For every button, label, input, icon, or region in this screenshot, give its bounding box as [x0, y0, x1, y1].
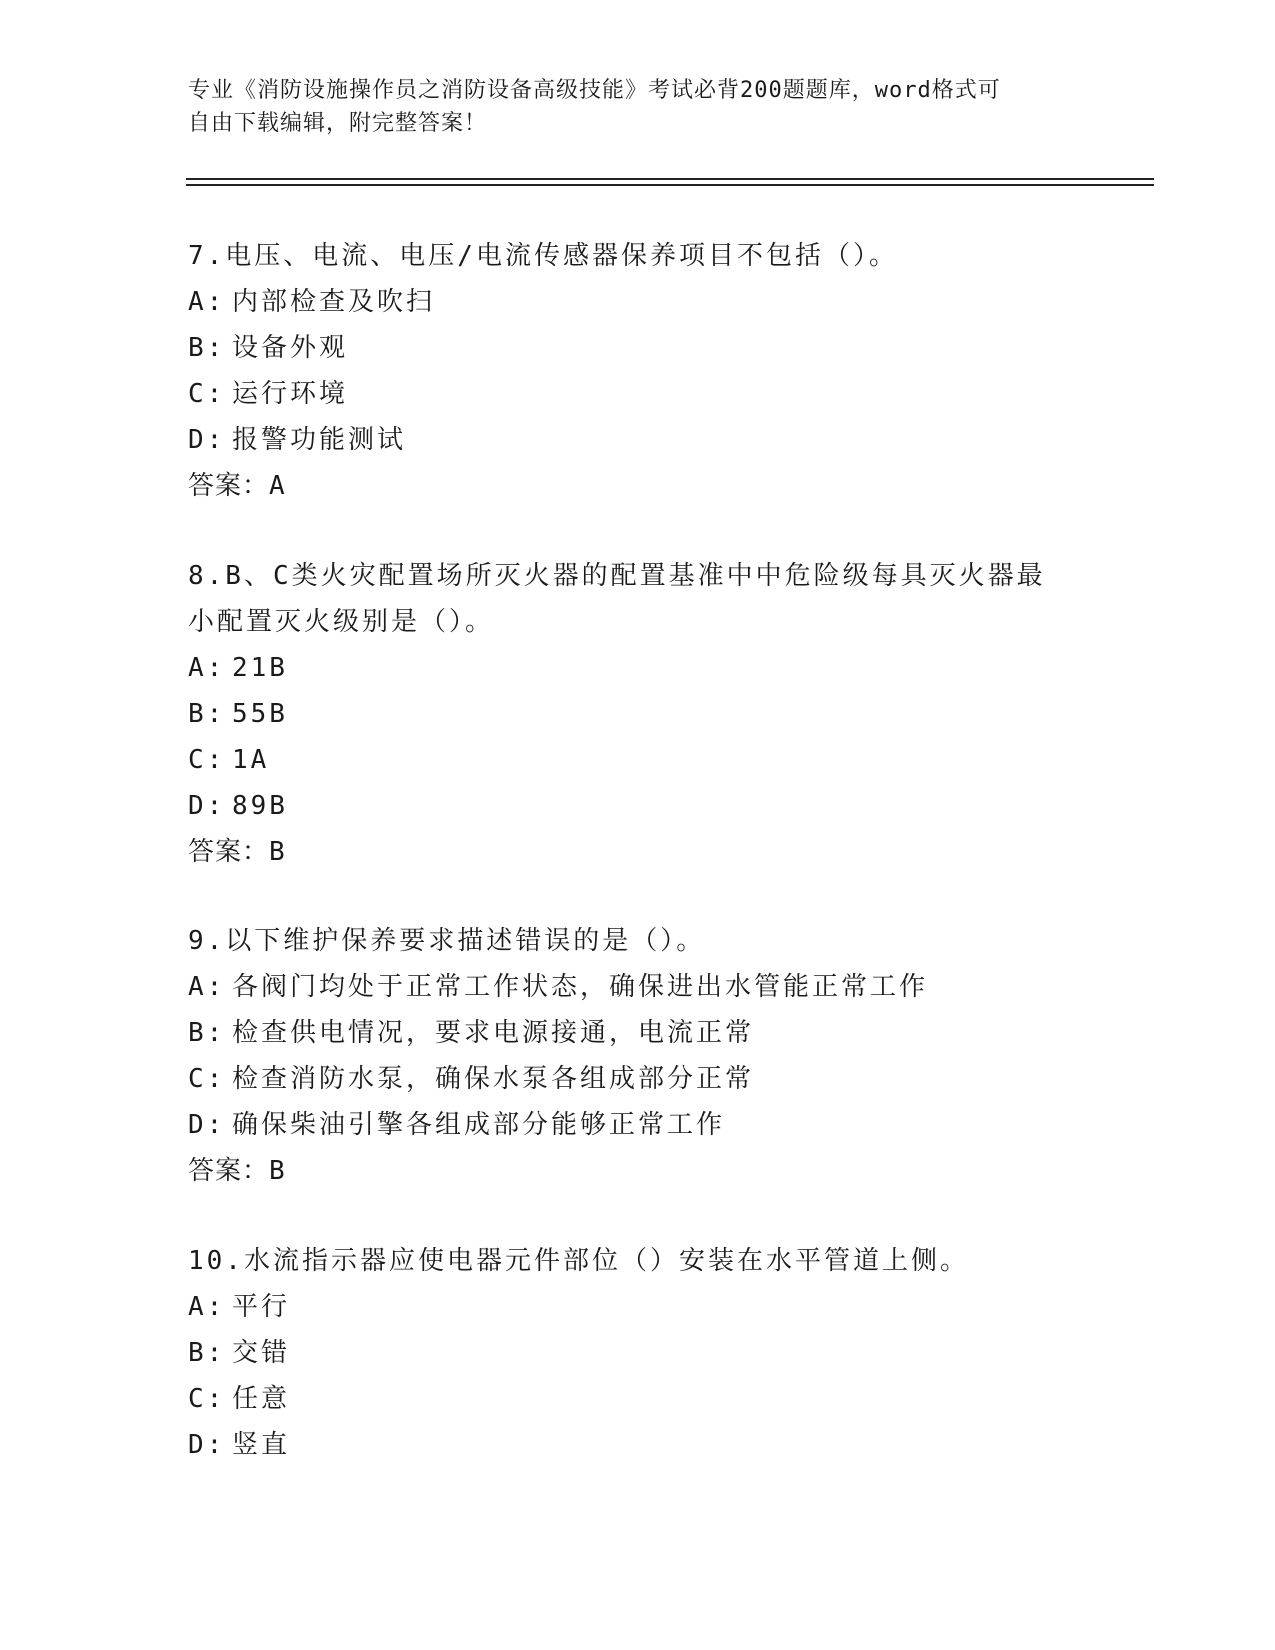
option-a [188, 645, 1068, 691]
option-text: 设备外观 [232, 333, 349, 363]
option-key: A: [188, 1292, 226, 1322]
option-key: B: [188, 1338, 226, 1368]
option-text: 89B [232, 791, 288, 821]
option-d [188, 417, 1068, 463]
option-key: B: [188, 333, 226, 363]
option-c [188, 737, 1068, 783]
option-text: 确保柴油引擎各组成部分能够正常工作 [232, 1110, 726, 1140]
option-b [188, 1330, 1068, 1376]
option-b [188, 691, 1068, 737]
question-10 [188, 1238, 1068, 1468]
option-text: 任意 [232, 1384, 291, 1414]
option-text: 检查供电情况，要求电源接通，电流正常 [232, 1018, 755, 1048]
option-key: D: [188, 1430, 226, 1460]
question-7 [188, 233, 1068, 509]
option-text: 竖直 [232, 1430, 291, 1460]
option-key: C: [188, 745, 226, 775]
question-stem: 10.水流指示器应使电器元件部位（）安装在水平管道上侧。 [188, 1246, 969, 1276]
option-text: 各阀门均处于正常工作状态，确保进出水管能正常工作 [232, 972, 929, 1002]
question-stem: 7.电压、电流、电压/电流传感器保养项目不包括（）。 [188, 241, 898, 271]
option-text: 报警功能测试 [232, 425, 407, 455]
option-key: D: [188, 1110, 226, 1140]
question-stem: 9.以下维护保养要求描述错误的是（）。 [188, 926, 706, 956]
question-9 [188, 918, 1068, 1194]
option-text: 检查消防水泵，确保水泵各组成部分正常 [232, 1064, 755, 1094]
option-key: C: [188, 1064, 226, 1094]
option-key: C: [188, 379, 226, 409]
question-8 [188, 553, 1068, 875]
header-line-2: 自由下载编辑，附完整答案！ [188, 111, 488, 136]
option-c [188, 1376, 1068, 1422]
option-a [188, 279, 1068, 325]
option-d [188, 783, 1068, 829]
option-d [188, 1422, 1068, 1468]
option-key: A: [188, 653, 226, 683]
option-c [188, 1056, 1068, 1102]
option-a [188, 1284, 1068, 1330]
answer-line: 答案：A [188, 471, 286, 501]
option-key: D: [188, 791, 226, 821]
option-text: 交错 [232, 1338, 291, 1368]
option-a [188, 964, 1068, 1010]
option-c [188, 371, 1068, 417]
header-line-1: 专业《消防设施操作员之消防设备高级技能》考试必背200题题库，word格式可 [188, 78, 1001, 103]
option-key: A: [188, 287, 226, 317]
option-text: 平行 [232, 1292, 291, 1322]
option-key: B: [188, 699, 226, 729]
option-b [188, 1010, 1068, 1056]
option-text: 55B [232, 699, 288, 729]
option-text: 内部检查及吹扫 [232, 287, 436, 317]
option-key: A: [188, 972, 226, 1002]
option-text: 1A [232, 745, 270, 775]
option-key: D: [188, 425, 226, 455]
answer-line: 答案：B [188, 1156, 286, 1186]
option-key: B: [188, 1018, 226, 1048]
header-divider-top [186, 178, 1154, 180]
option-d [188, 1102, 1068, 1148]
option-text: 运行环境 [232, 379, 349, 409]
option-text: 21B [232, 653, 288, 683]
question-stem: 8.B、C类火灾配置场所灭火器的配置基准中中危险级每具灭火器最小配置灭火级别是（）。 [188, 561, 1046, 637]
header-divider-bottom [186, 184, 1154, 186]
document-header [188, 74, 1068, 140]
option-b [188, 325, 1068, 371]
option-key: C: [188, 1384, 226, 1414]
answer-line: 答案：B [188, 837, 286, 867]
